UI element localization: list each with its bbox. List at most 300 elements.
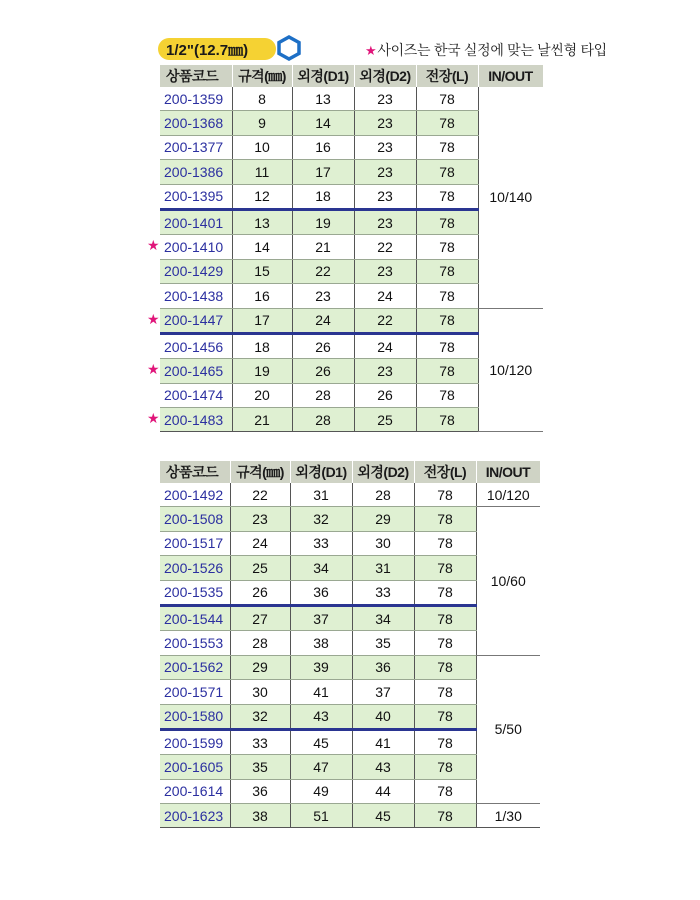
- outer-diameter-d1-cell-text: 23: [315, 287, 331, 304]
- col-header-d2: 외경(D2): [352, 461, 414, 483]
- table-row: [160, 308, 543, 333]
- outer-diameter-d1-cell: [290, 580, 352, 605]
- outer-diameter-d2-cell: [352, 556, 414, 580]
- col-header-length: 전장(L): [416, 65, 478, 87]
- in-out-cell: 5/50: [476, 655, 540, 803]
- outer-diameter-d1-cell-text: 26: [315, 338, 331, 355]
- size-cell: [230, 755, 290, 779]
- product-code-cell: [160, 333, 232, 358]
- size-cell: [230, 804, 290, 828]
- outer-diameter-d1-cell-text: 49: [313, 783, 329, 800]
- size-cell-text: 23: [252, 511, 268, 528]
- length-cell-text: 78: [439, 188, 455, 205]
- outer-diameter-d1-cell-text: 43: [313, 708, 329, 725]
- product-code-cell-text: 200-1614: [164, 783, 224, 800]
- outer-diameter-d2-cell: [352, 804, 414, 828]
- outer-diameter-d2-cell: [352, 580, 414, 605]
- outer-diameter-d2-cell-text: 36: [375, 659, 391, 676]
- table-header-row: [160, 461, 540, 483]
- size-cell-text: 18: [254, 338, 270, 355]
- star-icon: ★: [365, 43, 377, 58]
- product-code-cell: [160, 507, 230, 531]
- length-cell-text: 78: [437, 511, 453, 528]
- outer-diameter-d1-cell: [292, 333, 354, 358]
- outer-diameter-d1-cell-text: 13: [315, 90, 331, 107]
- outer-diameter-d2-cell: [354, 135, 416, 159]
- length-cell-text: 78: [437, 708, 453, 725]
- size-cell: [230, 483, 290, 507]
- size-cell: [230, 680, 290, 704]
- length-cell: [416, 408, 478, 432]
- outer-diameter-d1-cell-text: 18: [315, 188, 331, 205]
- size-badge: [158, 38, 276, 60]
- product-code-cell: [160, 556, 230, 580]
- size-cell-text: 16: [254, 287, 270, 304]
- outer-diameter-d2-cell-text: 23: [377, 163, 393, 180]
- product-code-cell-text: 200-1447: [164, 312, 224, 329]
- size-note-text: 사이즈는 한국 실정에 맞는 날씬형 타입: [377, 42, 607, 58]
- size-cell-text: 21: [254, 411, 270, 428]
- length-cell: [416, 359, 478, 383]
- length-cell: [416, 259, 478, 283]
- size-cell: [232, 235, 292, 259]
- product-code-cell-text: 200-1474: [164, 387, 224, 404]
- length-cell: [416, 284, 478, 308]
- size-cell: [230, 704, 290, 729]
- col-header-inout: IN/OUT: [476, 461, 540, 483]
- outer-diameter-d2-cell: [354, 359, 416, 383]
- size-cell-text: 27: [252, 610, 268, 627]
- length-cell-text: 78: [439, 312, 455, 329]
- outer-diameter-d1-cell-text: 16: [315, 139, 331, 156]
- outer-diameter-d2-cell: [352, 631, 414, 655]
- product-code-cell-text: 200-1605: [164, 758, 224, 775]
- outer-diameter-d1-cell-text: 19: [315, 214, 331, 231]
- outer-diameter-d1-cell-text: 36: [313, 584, 329, 601]
- length-cell-text: 78: [439, 90, 455, 107]
- length-cell-text: 78: [437, 635, 453, 652]
- size-cell-text: 13: [254, 214, 270, 231]
- table-row: [160, 804, 540, 828]
- length-cell: [416, 209, 478, 234]
- table-row: [160, 87, 543, 111]
- size-cell-text: 8: [258, 90, 266, 107]
- outer-diameter-d2-cell-text: 45: [375, 807, 391, 824]
- size-cell: [232, 87, 292, 111]
- in-out-cell: 10/140: [478, 87, 543, 308]
- star-icon: ★: [147, 361, 160, 378]
- length-cell: [414, 556, 476, 580]
- product-code-cell: [160, 160, 232, 184]
- outer-diameter-d2-cell: [354, 408, 416, 432]
- product-code-cell: [160, 259, 232, 283]
- outer-diameter-d2-cell: [354, 308, 416, 333]
- outer-diameter-d2-cell-text: 23: [377, 263, 393, 280]
- outer-diameter-d1-cell: [292, 359, 354, 383]
- outer-diameter-d1-cell-text: 47: [313, 758, 329, 775]
- product-code-cell: [160, 704, 230, 729]
- length-cell-text: 78: [437, 584, 453, 601]
- outer-diameter-d2-cell: [352, 605, 414, 630]
- outer-diameter-d2-cell-text: 29: [375, 511, 391, 528]
- product-code-cell-text: 200-1544: [164, 610, 224, 627]
- length-cell: [414, 729, 476, 754]
- outer-diameter-d2-cell-text: 33: [375, 584, 391, 601]
- spec-table-2: [160, 461, 541, 828]
- size-cell-text: 20: [254, 387, 270, 404]
- outer-diameter-d1-cell: [290, 755, 352, 779]
- product-code-cell-text: 200-1401: [164, 214, 224, 231]
- outer-diameter-d1-cell: [292, 87, 354, 111]
- outer-diameter-d1-cell: [290, 655, 352, 679]
- product-code-cell: [147, 408, 232, 432]
- length-cell: [414, 755, 476, 779]
- outer-diameter-d1-cell: [292, 284, 354, 308]
- col-header-size: 규격(㎜): [230, 461, 290, 483]
- size-cell: [230, 605, 290, 630]
- product-code-cell: [160, 605, 230, 630]
- col-header-length: 전장(L): [414, 461, 476, 483]
- outer-diameter-d2-cell: [354, 209, 416, 234]
- outer-diameter-d2-cell-text: 23: [377, 362, 393, 379]
- size-cell: [230, 729, 290, 754]
- length-cell: [416, 160, 478, 184]
- size-cell: [232, 284, 292, 308]
- outer-diameter-d1-cell: [290, 483, 352, 507]
- product-code-cell-text: 200-1456: [164, 338, 224, 355]
- outer-diameter-d1-cell: [292, 235, 354, 259]
- length-cell: [416, 308, 478, 333]
- size-cell-text: 30: [252, 683, 268, 700]
- length-cell: [416, 235, 478, 259]
- outer-diameter-d2-cell-text: 25: [377, 411, 393, 428]
- product-code-cell: [160, 729, 230, 754]
- size-label: 1/2"(12.7㎜): [166, 41, 249, 59]
- outer-diameter-d1-cell-text: 17: [315, 163, 331, 180]
- product-code-cell-text: 200-1580: [164, 708, 224, 725]
- length-cell: [414, 704, 476, 729]
- size-cell-text: 33: [252, 734, 268, 751]
- length-cell: [414, 680, 476, 704]
- size-note: [365, 40, 607, 60]
- product-code-cell-text: 200-1483: [164, 411, 224, 428]
- product-code-cell: [160, 111, 232, 135]
- product-code-cell-text: 200-1359: [164, 90, 224, 107]
- star-icon: ★: [147, 237, 160, 254]
- size-cell: [232, 408, 292, 432]
- product-code-cell: [147, 308, 232, 333]
- product-code-cell: [160, 779, 230, 803]
- size-cell: [232, 209, 292, 234]
- outer-diameter-d1-cell: [290, 531, 352, 555]
- product-code-cell-text: 200-1438: [164, 287, 224, 304]
- size-cell: [232, 135, 292, 159]
- length-cell-text: 78: [439, 239, 455, 256]
- product-code-cell-text: 200-1526: [164, 559, 224, 576]
- length-cell: [416, 87, 478, 111]
- outer-diameter-d1-cell-text: 14: [315, 115, 331, 132]
- table-header-row: [160, 65, 543, 87]
- size-cell-text: 12: [254, 188, 270, 205]
- outer-diameter-d2-cell-text: 22: [377, 312, 393, 329]
- outer-diameter-d2-cell-text: 22: [377, 239, 393, 256]
- outer-diameter-d1-cell-text: 26: [315, 362, 331, 379]
- outer-diameter-d1-cell-text: 28: [315, 387, 331, 404]
- size-cell-text: 17: [254, 312, 270, 329]
- col-header-code: 상품코드: [160, 65, 232, 87]
- outer-diameter-d1-cell: [292, 408, 354, 432]
- product-code-cell: [160, 135, 232, 159]
- size-cell-text: 36: [252, 783, 268, 800]
- size-cell: [230, 531, 290, 555]
- length-cell-text: 78: [437, 783, 453, 800]
- table-row: [160, 483, 540, 507]
- outer-diameter-d1-cell: [292, 209, 354, 234]
- outer-diameter-d2-cell: [354, 235, 416, 259]
- outer-diameter-d2-cell-text: 23: [377, 214, 393, 231]
- outer-diameter-d1-cell: [292, 160, 354, 184]
- length-cell: [414, 631, 476, 655]
- length-cell: [416, 383, 478, 407]
- length-cell-text: 78: [437, 683, 453, 700]
- outer-diameter-d2-cell-text: 24: [377, 287, 393, 304]
- outer-diameter-d1-cell: [292, 184, 354, 209]
- size-cell-text: 28: [252, 635, 268, 652]
- outer-diameter-d2-cell-text: 23: [377, 139, 393, 156]
- product-code-cell-text: 200-1410: [164, 239, 224, 256]
- outer-diameter-d2-cell-text: 23: [377, 90, 393, 107]
- outer-diameter-d1-cell-text: 24: [315, 312, 331, 329]
- in-out-cell: 10/60: [476, 507, 540, 655]
- length-cell: [414, 531, 476, 555]
- size-cell: [230, 556, 290, 580]
- outer-diameter-d2-cell: [352, 531, 414, 555]
- col-header-d2: 외경(D2): [354, 65, 416, 87]
- outer-diameter-d1-cell-text: 32: [313, 511, 329, 528]
- product-code-cell: [147, 235, 232, 259]
- product-code-cell-text: 200-1508: [164, 511, 224, 528]
- product-code-cell: [160, 755, 230, 779]
- outer-diameter-d1-cell-text: 37: [313, 610, 329, 627]
- product-code-cell: [160, 580, 230, 605]
- size-cell: [230, 507, 290, 531]
- product-code-cell: [160, 284, 232, 308]
- outer-diameter-d2-cell: [354, 111, 416, 135]
- length-cell-text: 78: [437, 486, 453, 503]
- col-header-size: 규격(㎜): [232, 65, 292, 87]
- outer-diameter-d1-cell: [290, 631, 352, 655]
- outer-diameter-d2-cell: [352, 655, 414, 679]
- outer-diameter-d1-cell: [292, 383, 354, 407]
- col-header-d1: 외경(D1): [290, 461, 352, 483]
- product-code-cell-text: 200-1465: [164, 362, 224, 379]
- product-code-cell-text: 200-1535: [164, 584, 224, 601]
- length-cell-text: 78: [439, 214, 455, 231]
- length-cell-text: 78: [439, 338, 455, 355]
- size-cell: [232, 383, 292, 407]
- length-cell: [416, 111, 478, 135]
- length-cell: [416, 135, 478, 159]
- outer-diameter-d2-cell-text: 30: [375, 535, 391, 552]
- length-cell: [414, 655, 476, 679]
- outer-diameter-d2-cell-text: 23: [377, 115, 393, 132]
- length-cell-text: 78: [439, 139, 455, 156]
- length-cell-text: 78: [439, 362, 455, 379]
- length-cell-text: 78: [439, 115, 455, 132]
- length-cell-text: 78: [437, 807, 453, 824]
- product-code-cell: [160, 184, 232, 209]
- product-code-cell-text: 200-1386: [164, 163, 224, 180]
- outer-diameter-d1-cell: [290, 680, 352, 704]
- size-cell-text: 19: [254, 362, 270, 379]
- hexagon-icon: [276, 35, 302, 61]
- table-row: [160, 655, 540, 679]
- size-cell-text: 25: [252, 559, 268, 576]
- size-cell-text: 26: [252, 584, 268, 601]
- outer-diameter-d2-cell: [352, 704, 414, 729]
- length-cell: [416, 333, 478, 358]
- length-cell: [414, 779, 476, 803]
- outer-diameter-d1-cell-text: 22: [315, 263, 331, 280]
- outer-diameter-d2-cell: [352, 779, 414, 803]
- outer-diameter-d1-cell-text: 34: [313, 559, 329, 576]
- outer-diameter-d2-cell: [352, 483, 414, 507]
- outer-diameter-d2-cell-text: 37: [375, 683, 391, 700]
- product-code-cell-text: 200-1395: [164, 188, 224, 205]
- outer-diameter-d2-cell-text: 44: [375, 783, 391, 800]
- length-cell: [414, 507, 476, 531]
- size-cell: [232, 259, 292, 283]
- product-code-cell-text: 200-1429: [164, 263, 224, 280]
- size-cell-text: 15: [254, 263, 270, 280]
- length-cell: [414, 804, 476, 828]
- product-code-cell: [160, 655, 230, 679]
- outer-diameter-d2-cell-text: 28: [375, 486, 391, 503]
- outer-diameter-d1-cell: [290, 779, 352, 803]
- product-code-cell-text: 200-1571: [164, 683, 224, 700]
- length-cell-text: 78: [437, 734, 453, 751]
- outer-diameter-d2-cell: [354, 284, 416, 308]
- table-row: [160, 507, 540, 531]
- outer-diameter-d1-cell: [292, 135, 354, 159]
- product-code-cell: [160, 483, 230, 507]
- outer-diameter-d2-cell: [352, 507, 414, 531]
- outer-diameter-d1-cell: [292, 308, 354, 333]
- size-cell-text: 22: [252, 486, 268, 503]
- product-code-cell: [147, 359, 232, 383]
- size-cell-text: 24: [252, 535, 268, 552]
- length-cell-text: 78: [437, 559, 453, 576]
- star-icon: ★: [147, 310, 160, 327]
- outer-diameter-d1-cell: [292, 259, 354, 283]
- outer-diameter-d2-cell: [354, 383, 416, 407]
- product-code-cell: [160, 383, 232, 407]
- length-cell-text: 78: [439, 163, 455, 180]
- product-code-cell: [160, 209, 232, 234]
- product-code-cell-text: 200-1492: [164, 486, 224, 503]
- outer-diameter-d1-cell: [290, 804, 352, 828]
- outer-diameter-d2-cell-text: 26: [377, 387, 393, 404]
- outer-diameter-d1-cell-text: 45: [313, 734, 329, 751]
- length-cell-text: 78: [439, 263, 455, 280]
- product-code-cell-text: 200-1623: [164, 807, 224, 824]
- col-header-d1: 외경(D1): [292, 65, 354, 87]
- size-cell: [232, 333, 292, 358]
- outer-diameter-d2-cell: [354, 259, 416, 283]
- outer-diameter-d1-cell-text: 51: [313, 807, 329, 824]
- size-cell-text: 10: [254, 139, 270, 156]
- size-cell-text: 38: [252, 807, 268, 824]
- size-cell: [230, 580, 290, 605]
- length-cell: [414, 605, 476, 630]
- star-icon: ★: [147, 410, 160, 427]
- outer-diameter-d2-cell: [352, 755, 414, 779]
- outer-diameter-d2-cell-text: 24: [377, 338, 393, 355]
- outer-diameter-d2-cell-text: 31: [375, 559, 391, 576]
- size-cell: [232, 160, 292, 184]
- outer-diameter-d1-cell: [290, 605, 352, 630]
- size-cell-text: 9: [258, 115, 266, 132]
- product-code-cell-text: 200-1377: [164, 139, 224, 156]
- outer-diameter-d2-cell-text: 41: [375, 734, 391, 751]
- size-cell: [232, 111, 292, 135]
- outer-diameter-d2-cell-text: 34: [375, 610, 391, 627]
- length-cell-text: 78: [437, 535, 453, 552]
- size-cell-text: 35: [252, 758, 268, 775]
- length-cell-text: 78: [437, 659, 453, 676]
- size-cell-text: 11: [254, 163, 270, 180]
- outer-diameter-d1-cell-text: 28: [315, 411, 331, 428]
- size-cell: [230, 655, 290, 679]
- outer-diameter-d1-cell-text: 41: [313, 683, 329, 700]
- outer-diameter-d1-cell-text: 39: [313, 659, 329, 676]
- length-cell-text: 78: [437, 610, 453, 627]
- product-code-cell: [160, 631, 230, 655]
- outer-diameter-d2-cell: [354, 160, 416, 184]
- outer-diameter-d1-cell: [290, 507, 352, 531]
- outer-diameter-d2-cell: [354, 87, 416, 111]
- product-code-cell-text: 200-1553: [164, 635, 224, 652]
- outer-diameter-d1-cell: [292, 111, 354, 135]
- outer-diameter-d2-cell: [352, 680, 414, 704]
- outer-diameter-d2-cell: [352, 729, 414, 754]
- outer-diameter-d2-cell-text: 43: [375, 758, 391, 775]
- product-code-cell: [160, 680, 230, 704]
- size-cell: [230, 779, 290, 803]
- outer-diameter-d2-cell-text: 40: [375, 708, 391, 725]
- in-out-cell: 1/30: [476, 804, 540, 828]
- outer-diameter-d2-cell-text: 23: [377, 188, 393, 205]
- outer-diameter-d2-cell: [354, 333, 416, 358]
- size-cell: [232, 359, 292, 383]
- size-cell-text: 29: [252, 659, 268, 676]
- size-cell-text: 32: [252, 708, 268, 725]
- product-code-cell: [160, 531, 230, 555]
- outer-diameter-d2-cell: [354, 184, 416, 209]
- outer-diameter-d1-cell-text: 33: [313, 535, 329, 552]
- size-cell: [232, 308, 292, 333]
- product-code-cell-text: 200-1368: [164, 115, 224, 132]
- length-cell-text: 78: [439, 287, 455, 304]
- size-cell-text: 14: [254, 239, 270, 256]
- outer-diameter-d1-cell: [290, 556, 352, 580]
- length-cell: [416, 184, 478, 209]
- outer-diameter-d1-cell-text: 38: [313, 635, 329, 652]
- size-cell: [232, 184, 292, 209]
- product-code-cell: [160, 87, 232, 111]
- in-out-cell: 10/120: [476, 483, 540, 507]
- product-code-cell-text: 200-1517: [164, 535, 224, 552]
